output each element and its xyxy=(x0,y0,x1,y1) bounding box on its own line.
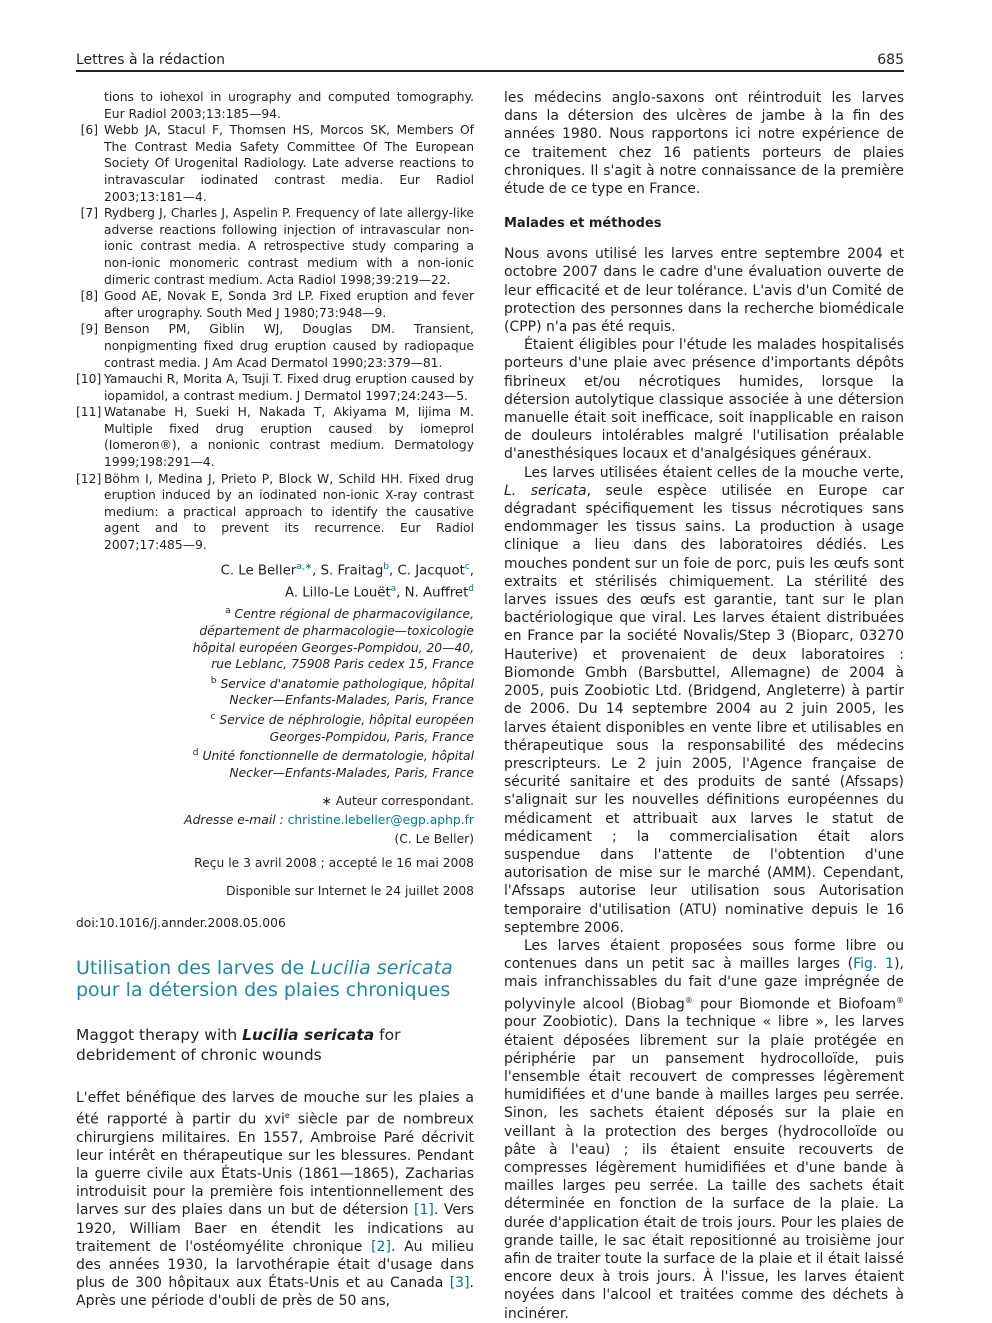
reference-item: tions to iohexol in urography and computed tomography. Eur Radiol 2003;13:185—94. xyxy=(104,90,474,121)
reference-item: [6] Webb JA, Stacul F, Thomsen HS, Morcos SK, Members Of The Contrast Media Safety Committee Of The European Society Of Urogenital Radiology. Late adverse reactions to intravascular iodinated contrast media. Eur Radiol 2003;13:181—4. xyxy=(80,123,474,204)
citation-link[interactable]: [2] xyxy=(371,1238,391,1255)
running-head xyxy=(76,52,904,72)
article-title: Utilisation des larves de Lucilia sericata pour la détersion des plaies chroniques xyxy=(76,956,453,1001)
paragraph: Les larves étaient proposées sous forme libre ou contenues dans un petit sac à mailles larges (Fig. 1), mais infranchissables du fait d'une gaze imprégnée de polyvinyle alcool (Biobag® pour Biomonde et Biofoam® pour Zoobiotic). Dans la technique « libre », les larves étaient déposées librement sur la plaie protégée en périphérie par un pansement hydrocolloïde, puis l'ensemble était recouvert de compresses légèrement humidifiées et d'une bande à mailles larges peu serrée. Sinon, les sachets étaient déposés sur la plaie en veillant à la protection des berges (hydrocolloïde ou pâte à l'eau) ; ils étaient ensuite recouverts de compresses légèrement humidifiées et d'une bande à mailles larges peu serrée. La taille des sachets était déterminée en fonction de la surface de la plaie. La durée d'application était de trois jours. Pour les plaies de grande taille, le sac était repositionné au troisième jour afin de traiter toute la surface de la plaie et il était laissé encore deux à trois jours. À l'issue, les larves étaient noyées dans l'alcool et traitées comme des déchets à incinérer. xyxy=(504,937,905,1322)
page-number: 685 xyxy=(877,52,904,68)
paragraph: Les larves utilisées étaient celles de la mouche verte, L. sericata, seule espèce utilisée en Europe car dégradant spécifiquement les tissus nécrotiques sans endommager les tissus sains. La production à usage clinique a lieu dans des laboratoires dédiés. Les mouches pondent sur un foie de porc, puis les œufs sont extraits et stérilisés chimiquement. La stérilité des larves issues des œufs est garantie, tant sur le plan bactériologique que viral. Les larves étaient distribuées en France par la société Novalis/Step 3 (Bioparc, 03270 Hauterive) et provenaient de deux laboratoires : Biomonde Gmbh (Barsbuttel, Allemagne) de 2004 à 2005, puis Zoobiotic Ltd. (Bridgend, Angleterre) à partir de 2006. Du 14 septembre 2004 au 2 juin 2005, les larves étaient disponibles en vente libre et utilisables en thérapeutique sous la responsabilité des médecins prescripteurs. Le 2 juin 2005, l'Agence française de sécurité sanitaire et des produits de santé (Afssaps) s'alignait sur les nouvelles définitions européennes du médicament et attribuait aux larves le statut de médicament ; la commercialisation était alors suspendue dans l'attente de l'obtention d'une autorisation de mise sur le marché (AMM). Cependant, l'Afssaps autorise leur utilisation sous Autorisation temporaire d'utilisation (ATU) nominative depuis le 16 septembre 2006. xyxy=(504,464,904,936)
reference-item: [12] Böhm I, Medina J, Prieto P, Block W, Schild HH. Fixed drug eruption induced by an iodinated non-ionic X-ray contrast medium: a practical approach to identify the causative agent and to prevent its recurrence. Eur Radiol 2007;17:485—9. xyxy=(76,471,474,553)
figure-link[interactable]: Fig. 1 xyxy=(853,956,895,973)
reference-item: [10] Yamauchi R, Morita A, Tsuji T. Fixed drug eruption caused by iopamidol, a contrast medium. J Dermatol 1997;24:243—5. xyxy=(76,372,474,403)
reference-item: [11] Watanabe H, Sueki H, Nakada T, Akiyama M, Iijima M. Multiple fixed drug eruption caused by iomeprol (Iomeron®), a nonionic contrast medium. Dermatology 1999;198:291—4. xyxy=(76,405,474,470)
reference-item: [8] Good AE, Novak E, Sonda 3rd LP. Fixed eruption and fever after urography. South Med J 1980;73:948—9. xyxy=(80,289,474,320)
reference-item: [9] Benson PM, Giblin WJ, Douglas DM. Transient, nonpigmenting fixed drug eruption caused by radiopaque contrast media. J Am Acad Dermatol 1990;23:379—81. xyxy=(80,322,474,370)
reference-item: [7] Rydberg J, Charles J, Aspelin P. Frequency of late allergy-like adverse reactions following injection of intravascular non-ionic contrast media. A retrospective study comparing a non-ionic monomeric contrast medium with a non-ionic dimeric contrast medium. Acta Radiol 1998;39:219—22. xyxy=(80,206,474,287)
header-rule xyxy=(76,70,904,72)
running-head-title: Lettres à la rédaction xyxy=(76,52,225,68)
article-dates: Reçu le 3 avril 2008 ; accepté le 16 mai 2008 Disponible sur Internet le 24 juillet 2008 xyxy=(194,855,474,898)
citation-link[interactable]: [3] xyxy=(449,1275,470,1292)
right-column xyxy=(504,89,904,1323)
intro-paragraph: L'effet bénéfique des larves de mouche sur les plaies a été rapporté à partir du xvi$^e$ siècle par de nombreux chirurgiens militaires. En 1557, Ambroise Paré décrivit leur intérêt en thérapeutique sur les blessures. Pendant la guerre civile aux États-Unis (1861—1865), Zacharias introduisit pour la première fois intentionnellement des larves sur des plaies dans un but de détersion [1]. Vers 1920, William Baer en étendit les indications au traitement de l'ostéomyélite chronique [2]. Au milieu des années 1930, la larvothérapie était d'usage dans plus de 300 hôpitaux aux États-Unis et au Canada [3]. Après une période d'oubli de près de 50 ans, xyxy=(76,1089,475,1310)
section-heading: Malades et méthodes xyxy=(504,216,662,232)
left-column xyxy=(76,89,474,1311)
correspondence: ∗ Auteur correspondant. Adresse e-mail : christine.lebeller@egp.aphp.fr (C. Le Beller) xyxy=(184,793,474,846)
reference-list xyxy=(76,89,474,554)
email-link[interactable]: christine.lebeller@egp.aphp.fr xyxy=(287,812,474,827)
citation-link[interactable]: [1] xyxy=(414,1202,434,1219)
author-list: C. Le Beller$^{a,∗}$, S. Fraitag$^b$, C. Jacquot$^c$, A. Lillo-Le Louët$^a$, N. Auffret$^d$ xyxy=(220,561,474,601)
paragraph: les médecins anglo-saxons ont réintroduit les larves dans la détersion des ulcères de jambe à la fin des années 1980. Nous rapportons ici notre expérience de ce traitement chez 16 patients porteurs de plaies chroniques. Il s'agit à notre connaissance de la première étude de ce type en France. xyxy=(504,90,904,198)
english-title: Maggot therapy with Lucilia sericata for debridement of chronic wounds xyxy=(76,1025,401,1064)
doi: doi:10.1016/j.annder.2008.05.006 xyxy=(76,915,286,930)
paragraph: Nous avons utilisé les larves entre septembre 2004 et octobre 2007 dans le cadre d'une évaluation ouverte de leur efficacité et de leur tolérance. L'avis d'un Comité de protection des personnes dans la recherche biomédicale (CPP) n'a pas été requis. xyxy=(504,246,904,336)
paragraph: Étaient éligibles pour l'étude les malades hospitalisés porteurs d'une plaie avec présence d'importants dépôts fibrineux et/ou nécrotiques humides, lorsque la détersion autolytique classique associée à une détersion manuelle était soit inefficace, soit inapplicable en raison de douleurs intolérables malgré l'utilisation préalable d'anesthésiques locaux et d'analgésiques généraux. xyxy=(504,337,904,463)
affiliations: $^a$ Centre régional de pharmacovigilance, département de pharmacologie—toxicologie hôpital européen Georges-Pompidou, 20—40, rue Leblanc, 75908 Paris cedex 15, France $^b$ Service d'anatomie pathologique, hôpital Necker—Enfants-Malades, Paris, France $^c$ Service de néphrologie, hôpital européen Georges-Pompidou, Paris, France $^d$ Unité fonctionnelle de dermatologie, hôpital Necker—Enfants-Malades, Paris, France xyxy=(192,606,474,780)
